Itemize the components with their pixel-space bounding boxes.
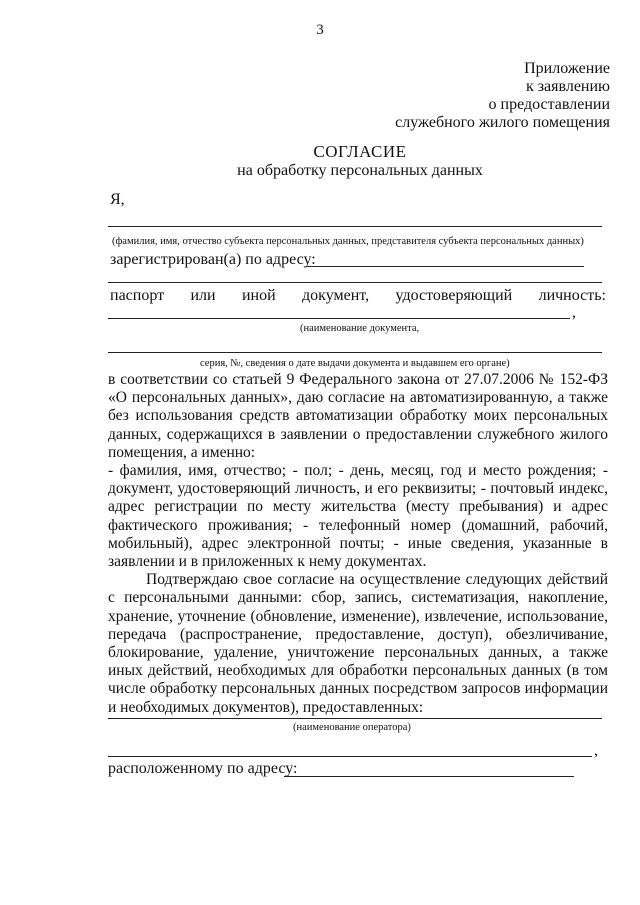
- subject-caption: (фамилия, имя, отчество субъекта персональных данных, представителя субъекта персональных данных): [112, 236, 584, 247]
- data-list-paragraph: - фамилия, имя, отчество; - пол; - день, месяц, год и место рождения; - документ, удостоверяющий личность, и его реквизиты; - почтовый индекс, адрес регистрации по месту жительства (месту пребывания) и адрес фактического проживания; - телефонный номер (домашний, рабочий, мобильный), адрес электронной почты; - иные сведения, указанные в заявлении и в приложенных к нему документах.: [108, 462, 608, 571]
- passport-word: иной: [241, 287, 276, 304]
- appendix-line: о предоставлении: [488, 96, 610, 113]
- operator-line-2[interactable]: [108, 756, 592, 757]
- appendix-line: Приложение: [524, 60, 610, 77]
- page-number: 3: [316, 22, 324, 38]
- actions-paragraph: Подтверждаю свое согласие на осуществление следующих действий с персональными данными: сбор, запись, систематизация, накопление, хранение, уточнение (обновление, изменение), извлечение, использование, передача (распространение, предоставление, доступ), обезличивание, блокирование, удаление, уничтожение персональных данных, а также иных действий, необходимых для обработки персональных данных (в том числе обработку персональных данных посредством запросов информации и необходимых документов), предоставленных:: [108, 571, 608, 716]
- subject-name-line[interactable]: [108, 226, 602, 227]
- passport-word: личность:: [538, 287, 606, 304]
- document-title: СОГЛАСИЕ: [313, 142, 407, 161]
- located-label: расположенному по адресу:: [108, 760, 298, 777]
- series-line[interactable]: [108, 352, 602, 353]
- document-line[interactable]: [108, 318, 570, 319]
- series-caption: серия, №, сведения о дате выдачи документа и выдавшем его органе): [200, 358, 510, 369]
- appendix-line: служебного жилого помещения: [395, 114, 610, 131]
- operator-line[interactable]: [108, 718, 602, 719]
- registration-address-line-2[interactable]: [108, 282, 602, 283]
- document-caption: (наименование документа,: [300, 323, 420, 334]
- registration-address-line[interactable]: [306, 266, 584, 267]
- consent-body: [108, 371, 608, 717]
- document-subtitle: на обработку персональных данных: [237, 162, 483, 179]
- operator-caption: (наименование оператора): [293, 722, 411, 733]
- passport-word: удостоверяющий: [395, 287, 513, 304]
- subject-prefix: Я,: [110, 191, 125, 208]
- passport-word: документ,: [302, 287, 370, 304]
- appendix-block: [395, 60, 610, 132]
- passport-word: паспорт: [110, 287, 165, 304]
- appendix-line: к заявлению: [525, 78, 610, 95]
- consent-paragraph: в соответствии со статьей 9 Федерального закона от 27.07.2006 № 152-ФЗ «О персональных данных», даю согласие на автоматизированную, а также без использования средств автоматизации обработку моих персональных данных, содержащихся в заявлении о предоставлении служебного жилого помещения, а именно:: [108, 371, 608, 461]
- registered-label: зарегистрирован(а) по адресу:: [110, 251, 316, 268]
- passport-row: [110, 287, 606, 305]
- located-address-line[interactable]: [284, 776, 574, 777]
- trailing-comma: ,: [594, 742, 598, 759]
- passport-word: или: [190, 287, 216, 304]
- trailing-comma: ,: [572, 304, 576, 321]
